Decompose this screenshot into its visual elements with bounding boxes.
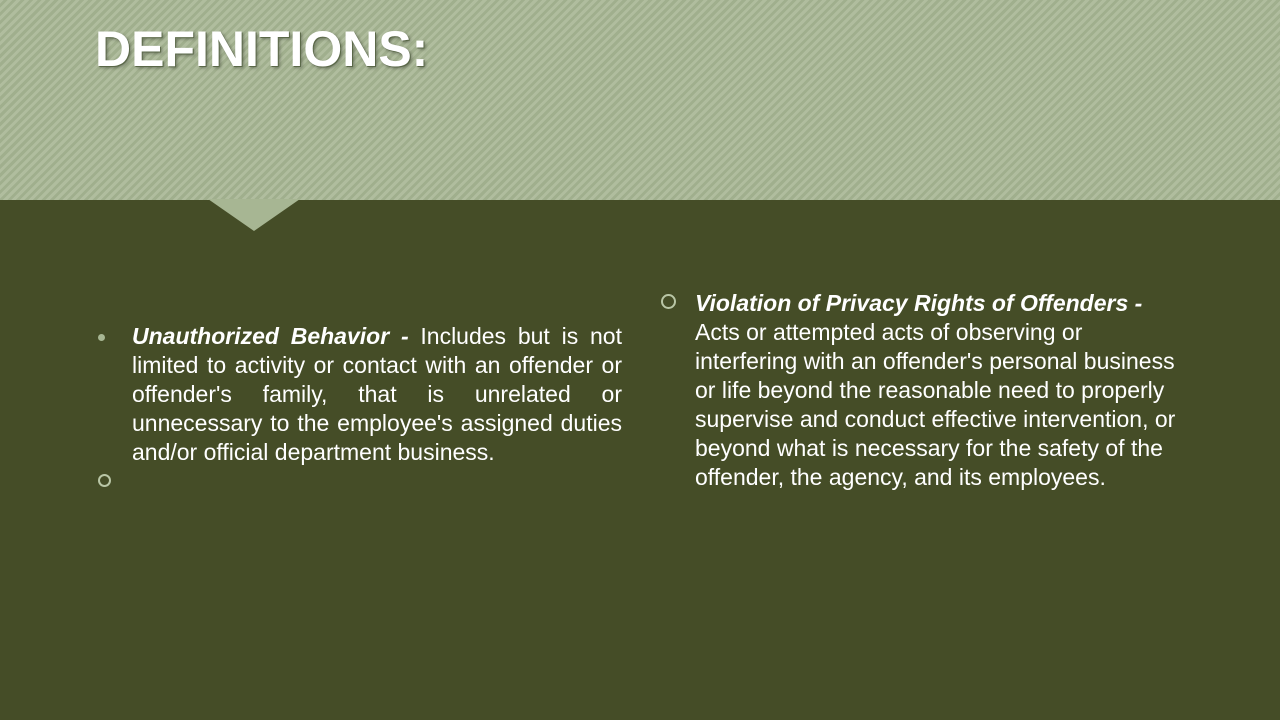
definition-item-privacy-violation bbox=[660, 289, 1180, 492]
definition-term: Unauthorized Behavior - bbox=[132, 323, 421, 349]
hollow-circle-bullet-icon bbox=[98, 474, 111, 487]
definition-text bbox=[132, 322, 622, 467]
slide-title: DEFINITIONS: bbox=[95, 21, 429, 77]
right-column bbox=[660, 289, 1180, 492]
header-notch bbox=[208, 199, 300, 231]
definition-text bbox=[695, 289, 1180, 492]
hollow-circle-bullet-icon bbox=[661, 294, 676, 309]
definition-term: Violation of Privacy Rights of Offenders - bbox=[695, 290, 1143, 316]
empty-list-item bbox=[96, 467, 622, 496]
definition-item-unauthorized-behavior bbox=[96, 322, 622, 467]
filled-dot-bullet-icon bbox=[98, 334, 105, 341]
definition-body: Acts or attempted acts of observing or interfering with an offender's personal business or life beyond the reasonable need to properly supervise and conduct effective intervention, or beyond what is necessary for the safety of the offender, the agency, and its employees. bbox=[695, 319, 1176, 490]
definition-body: Includes but is not limited to activity or contact with an offender or offender's family, that is unrelated or unnecessary to the employee's assigned duties and/or official department business. bbox=[132, 323, 622, 465]
left-column bbox=[96, 322, 622, 496]
